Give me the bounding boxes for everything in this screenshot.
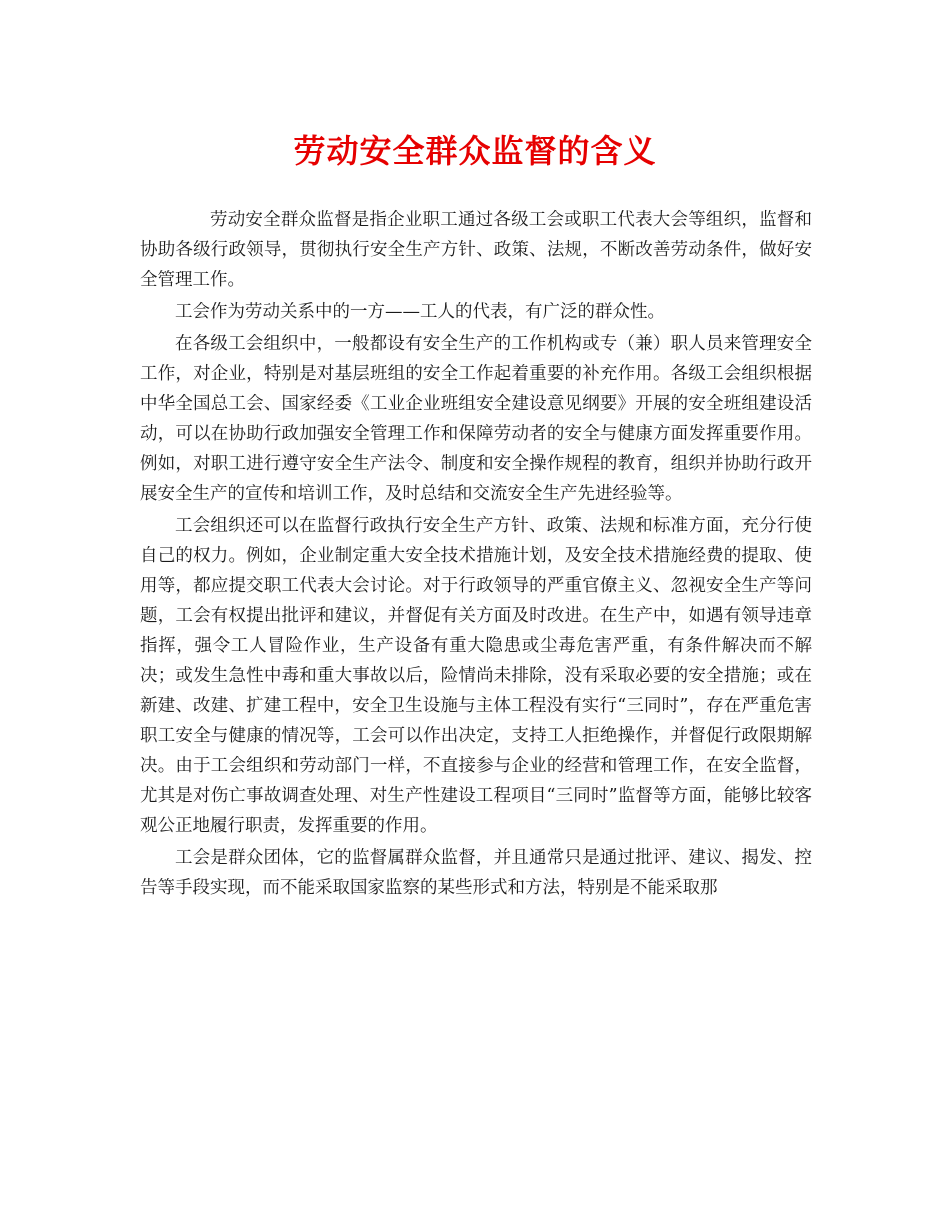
paragraph-definition: 劳动安全群众监督是指企业职工通过各级工会或职工代表大会等组织，监督和协助各级行政领导，贯彻执行安全生产方针、政策、法规，不断改善劳动条件，做好安全管理工作。 bbox=[140, 210, 812, 290]
document-title: 劳动安全群众监督的含义 bbox=[293, 132, 657, 170]
paragraph-mass-supervision: 工会是群众团体，它的监督属群众监督，并且通常只是通过批评、建议、揭发、控告等手段实现，而不能采取国家监察的某些形式和方法，特别是不能采取那 bbox=[140, 848, 812, 898]
paragraph-union-role: 工会作为劳动关系中的一方——工人的代表，有广泛的群众性。 bbox=[175, 302, 665, 322]
paragraph-safety-organization: 在各级工会组织中，一般都设有安全生产的工作机构或专（兼）职人员来管理安全工作，对企业，特别是对基层班组的安全工作起着重要的补充作用。各级工会组织根据中华全国总工会、国家经委《工业企业班组安全建设意见纲要》开展的安全班组建设活动，可以在协助行政加强安全管理工作和保障劳动者的安全与健康方面发挥重要作用。例如，对职工进行遵守安全生产法令、制度和安全操作规程的教育，组织并协助行政开展安全生产的宣传和培训工作，及时总结和交流安全生产先进经验等。 bbox=[140, 334, 812, 504]
document-body bbox=[140, 205, 812, 903]
paragraph-supervision-rights: 工会组织还可以在监督行政执行安全生产方针、政策、法规和标准方面，充分行使自己的权力。例如，企业制定重大安全技术措施计划，及安全技术措施经费的提取、使用等，都应提交职工代表大会讨论。对于行政领导的严重官僚主义、忽视安全生产等问题，工会有权提出批评和建议，并督促有关方面及时改进。在生产中，如遇有领导违章指挥，强令工人冒险作业，生产设备有重大隐患或尘毒危害严重，有条件解决而不解决；或发生急性中毒和重大事故以后，险情尚未排除，没有采取必要的安全措施；或在新建、改建、扩建工程中，安全卫生设施与主体工程没有实行“三同时”，存在严重危害职工安全与健康的情况等，工会可以作出决定，支持工人拒绝操作，并督促行政限期解决。由于工会组织和劳动部门一样，不直接参与企业的经营和管理工作，在安全监督，尤其是对伤亡事故调查处理、对生产性建设工程项目“三同时”监督等方面，能够比较客观公正地履行职责，发挥重要的作用。 bbox=[140, 516, 812, 836]
